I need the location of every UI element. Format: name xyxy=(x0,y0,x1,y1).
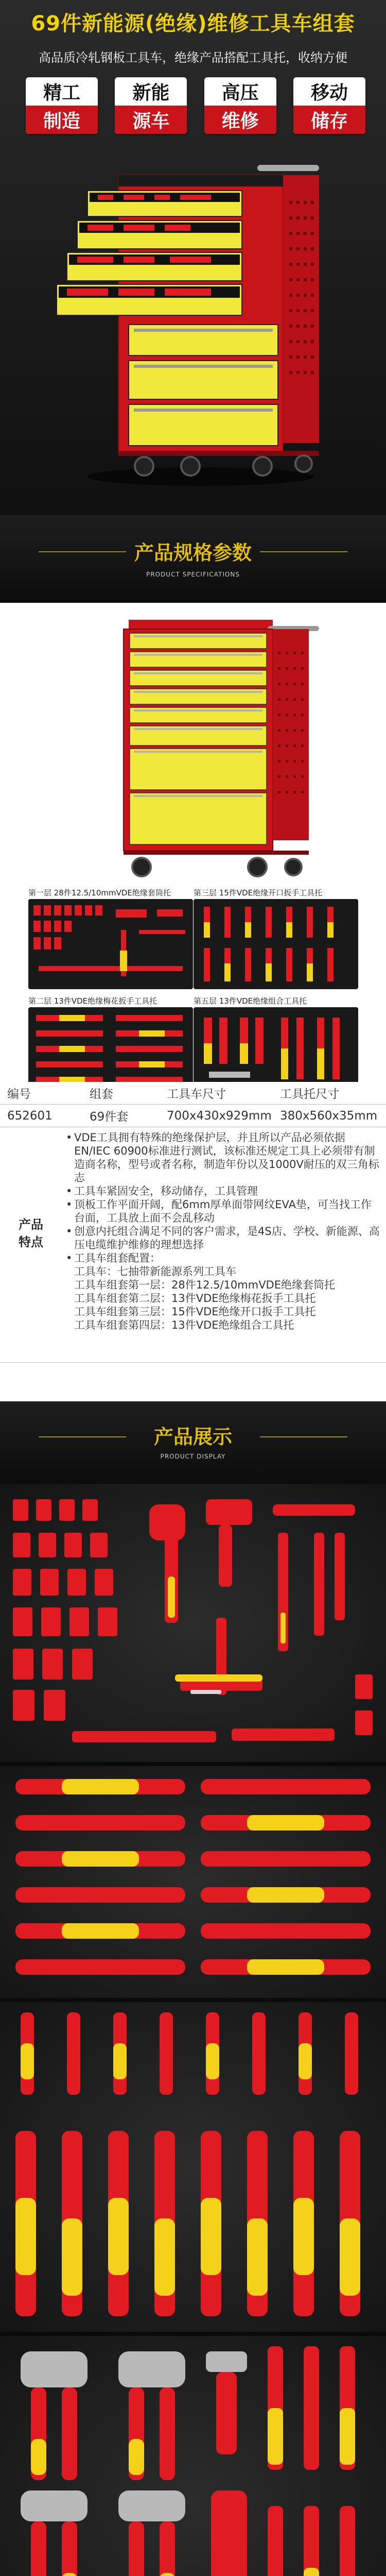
features-label xyxy=(5,1216,57,1251)
spec-table xyxy=(0,1082,386,1127)
ring-wrench-tray-image xyxy=(0,1766,386,1998)
tray-caption: 第二层 13件VDE绝缘梅花扳手工具托 xyxy=(28,996,157,1006)
config-line: 工具车组套第一层：28件12.5/10mmVDE绝缘套筒托 xyxy=(74,1279,335,1291)
specs-title: 产品规格参数 xyxy=(134,541,252,564)
display-subtitle: PRODUCT DISPLAY xyxy=(160,1453,226,1460)
specs-subtitle: PRODUCT SPECIFICATIONS xyxy=(146,571,240,578)
config-line: 工具车组套第三层：15件VDE绝缘开口扳手工具托 xyxy=(74,1306,316,1318)
specs-section-header xyxy=(0,515,386,603)
product-display xyxy=(0,1484,386,2576)
badge-bottom-text: 制造 xyxy=(26,106,98,134)
feature-bullet: • 工具车紧固安全，移动储存，工具管理 xyxy=(66,1184,380,1198)
spec-table-header xyxy=(0,1082,386,1105)
hero-subtitle: 高品质冷轧钢板工具车，绝缘产品搭配工具托，收纳方便 xyxy=(39,50,347,65)
display-open-wrench-tray xyxy=(0,2002,386,2332)
display-section-header xyxy=(0,1401,386,1484)
panel-divider xyxy=(0,1998,386,2002)
hero-banner xyxy=(0,0,386,515)
display-combination-tray xyxy=(0,2336,386,2576)
cell-cart-size: 700x430x929mm xyxy=(167,1109,272,1123)
tray-caption: 第三层 15件VDE绝缘开口扳手工具托 xyxy=(194,888,323,897)
tool-cart-closed-image xyxy=(72,616,319,884)
display-ring-wrench-tray xyxy=(0,1766,386,1998)
features-list xyxy=(66,1131,380,1332)
features-label-line: 特点 xyxy=(19,1235,43,1249)
tray-caption: 第一层 28件12.5/10mmVDE绝缘套筒托 xyxy=(28,888,171,897)
panel-divider xyxy=(0,1762,386,1766)
tray-open-wrenches xyxy=(194,899,358,989)
feature-bullet: • 顶板工作平面开阔，配6mm厚单面带网纹EVA垫，可当找工作台面，工具放上面不会乱移动 xyxy=(66,1198,380,1225)
badge-bottom-text: 源车 xyxy=(115,106,187,134)
badge-top-text: 新能 xyxy=(132,82,170,104)
display-title: 产品展示 xyxy=(153,1426,232,1448)
panel-divider xyxy=(0,2332,386,2336)
config-line: 工具车组套第二层：13件VDE绝缘梅花扳手工具托 xyxy=(74,1292,316,1304)
feature-bullet: • VDE工具拥有特殊的绝缘保护层，并且所以产品必须依据EN/IEC 60900标准进行测试，该标准还规定工具上必须带有制造商名称，型号或者名称，制造年份以及1000V耐压的双三角标志 xyxy=(66,1131,380,1184)
features-label-line: 产品 xyxy=(19,1217,43,1232)
badge-top-text: 高压 xyxy=(221,82,259,104)
tray-tools-image xyxy=(194,899,358,989)
spec-table-row xyxy=(0,1105,386,1127)
badge-mobile-storage xyxy=(293,77,365,134)
col-header: 组套 xyxy=(90,1088,113,1101)
tray-tools-image xyxy=(28,899,193,989)
col-header: 工具托尺寸 xyxy=(280,1088,339,1101)
tool-cart-image xyxy=(57,155,329,489)
feature-bullet: • 工具车组套配置： xyxy=(66,1251,380,1265)
hero-title: 69件新能源(绝缘)维修工具车组套 xyxy=(31,12,355,36)
sockets-tray-image xyxy=(0,1484,386,1762)
display-sockets-tray xyxy=(0,1484,386,1762)
badge-new-energy xyxy=(115,77,187,134)
config-line: 工具车组套第四层：13件VDE绝缘组合工具托 xyxy=(74,1319,294,1331)
badge-top-text: 精工 xyxy=(43,82,80,104)
open-wrench-tray-image xyxy=(0,2002,386,2332)
cell-code: 652601 xyxy=(7,1109,52,1123)
col-header: 工具车尺寸 xyxy=(167,1088,226,1101)
features-block xyxy=(0,1131,386,1363)
tray-sockets xyxy=(28,899,193,989)
col-header: 编号 xyxy=(7,1088,31,1101)
badge-top-text: 移动 xyxy=(310,82,348,104)
config-line: 工具车：七抽带新能源系列工具车 xyxy=(74,1265,236,1278)
combination-tray-image xyxy=(0,2336,386,2576)
badge-bottom-text: 维修 xyxy=(204,106,276,134)
badge-craft xyxy=(26,77,98,134)
tray-caption: 第五层 13件VDE绝缘组合工具托 xyxy=(194,996,307,1006)
badge-bottom-text: 储存 xyxy=(293,106,365,134)
feature-bullet: • 创意内托组合满足不同的客户需求，是4S店、学校、新能源、高压电缆维护维修的理想选择 xyxy=(66,1225,380,1251)
specs-section xyxy=(0,603,386,1401)
cell-tray-size: 380x560x35mm xyxy=(280,1109,378,1123)
badge-high-voltage xyxy=(204,77,276,134)
feature-badges xyxy=(26,77,365,134)
cell-set: 69件套 xyxy=(90,1110,129,1124)
